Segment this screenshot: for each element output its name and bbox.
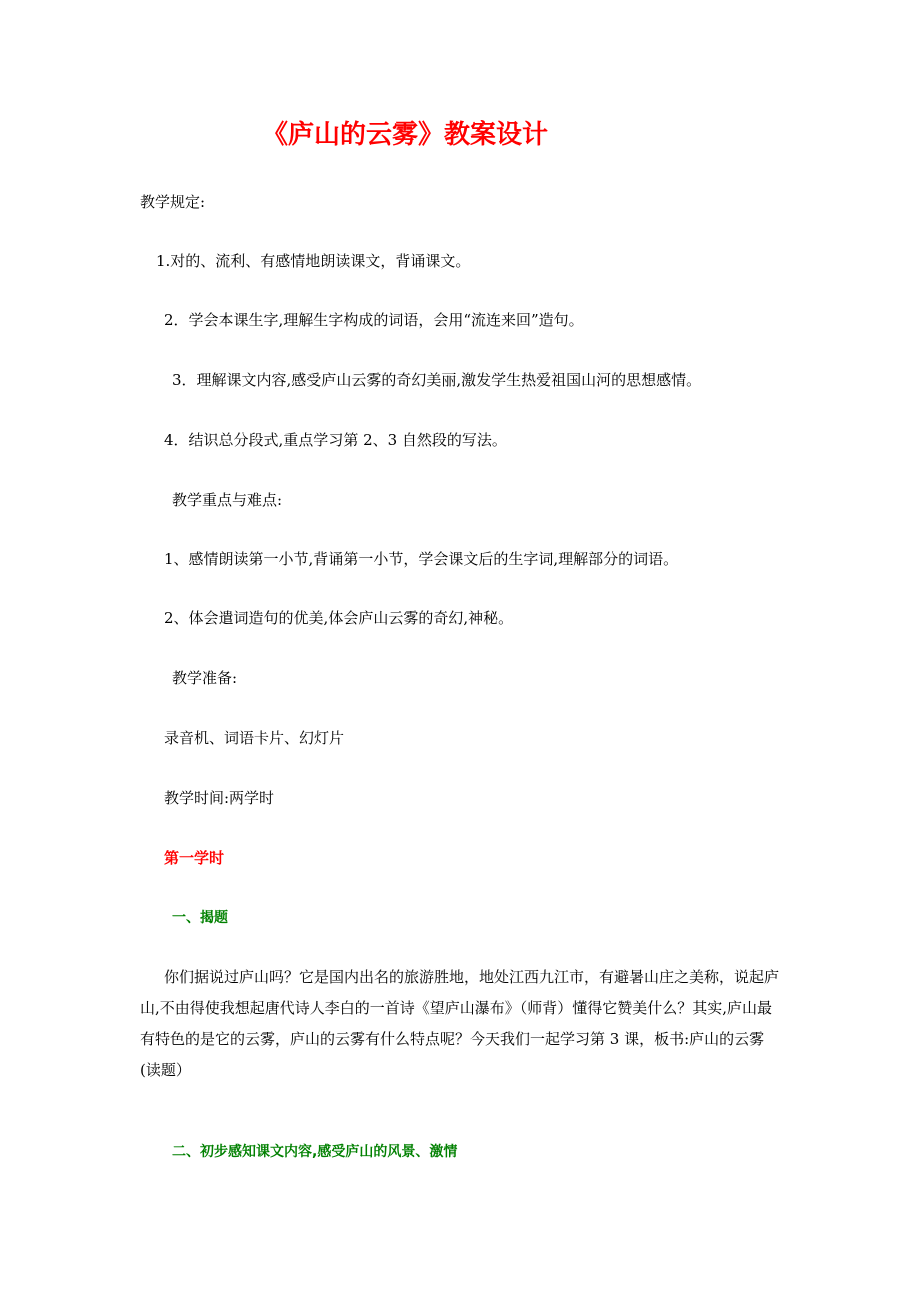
- step-heading-1: 一、揭题: [172, 910, 228, 926]
- preparation-text: 录音机、词语卡片、幻灯片: [164, 729, 345, 747]
- requirement-item-4: 4．结识总分段式,重点学习第 2、3 自然段的写法。: [164, 431, 507, 449]
- requirement-item-1: 1.对的、流利、有感情地朗读课文，背诵课文。: [156, 252, 471, 270]
- key-point-item-1: 1、感情朗读第一小节,背诵第一小节，学会课文后的生字词,理解部分的词语。: [164, 550, 679, 568]
- requirement-item-3: 3．理解课文内容,感受庐山云雾的奇幻美丽,激发学生热爱祖国山河的思想感情。: [172, 371, 702, 389]
- document-title: 《庐山的云雾》教案设计: [262, 120, 549, 150]
- teaching-time: 教学时间:两学时: [164, 789, 275, 807]
- key-points-label: 教学重点与难点:: [172, 491, 283, 509]
- preparation-label: 教学准备:: [172, 669, 238, 687]
- section-heading-first-lesson: 第一学时: [164, 849, 225, 867]
- key-point-item-2: 2、体会遣词造句的优美,体会庐山云雾的奇幻,神秘。: [164, 609, 514, 627]
- requirement-item-2: 2．学会本课生字,理解生字构成的词语，会用“流连来回”造句。: [164, 311, 584, 329]
- intro-paragraph: 你们据说过庐山吗？它是国内出名的旅游胜地，地处江西九江市，有避暑山庄之美称，说起庐山,不由得使我想起唐代诗人李白的一首诗《望庐山瀑布》（师背）懂得它赞美什么？其实,庐山最有特色的是它的云雾，庐山的云雾有什么特点呢？今天我们一起学习第 3 课，板书:庐山的云雾(读题）: [140, 968, 780, 1079]
- requirements-label: 教学规定:: [140, 193, 206, 211]
- step-heading-2: 二、初步感知课文内容,感受庐山的风景、激情: [172, 1144, 458, 1160]
